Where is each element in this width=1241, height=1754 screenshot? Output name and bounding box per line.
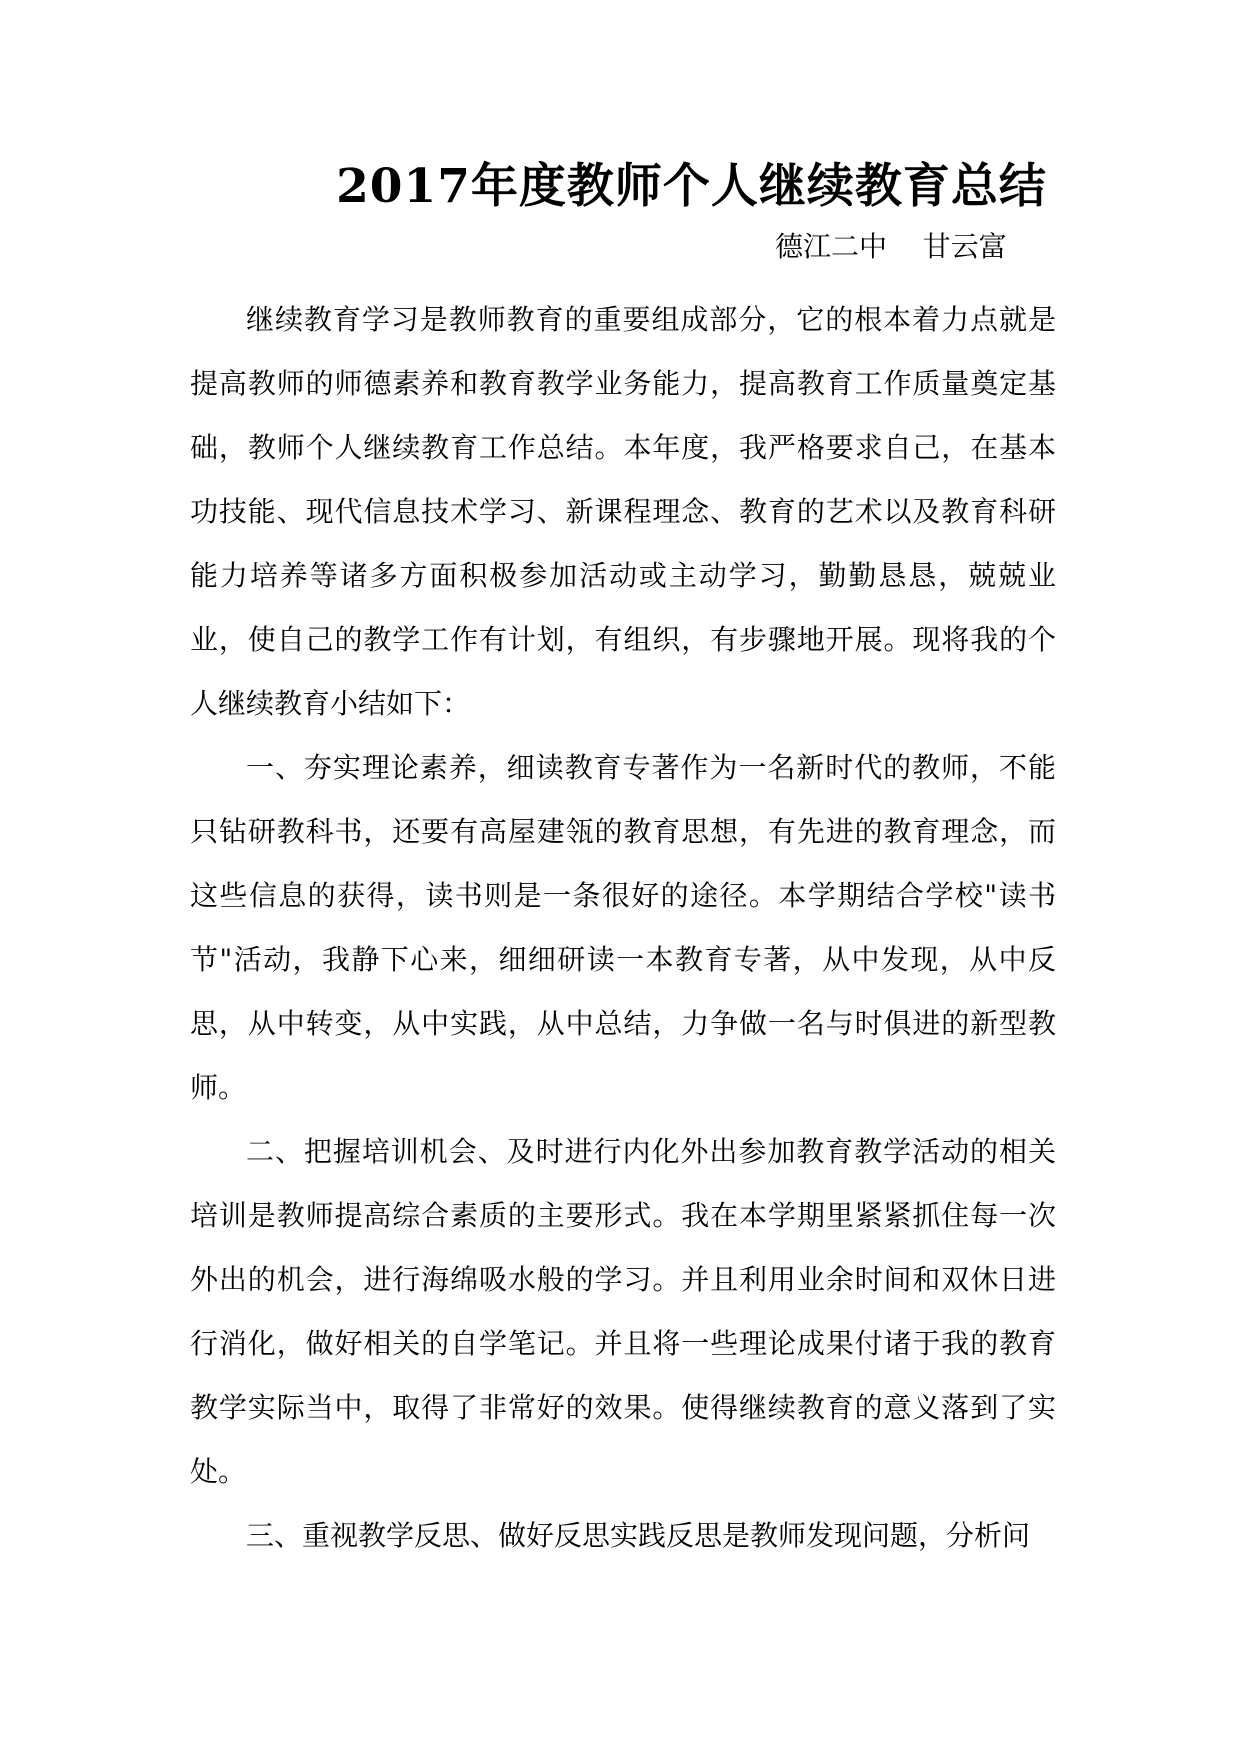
paragraph-section-1: 一、夯实理论素养，细读教育专著作为一名新时代的教师，不能只钻研教科书，还要有高屋建瓴的教育思想，有先进的教育理念，而这些信息的获得，读书则是一条很好的途径。本学期结合学校"读书节"活动，我静下心来，细细研读一本教育专著，从中发现，从中反思，从中转变，从中实践，从中总结，力争做一名与时俱进的新型教师。 [190, 751, 1056, 1104]
paragraph-section-3: 三、重视教学反思、做好反思实践反思是教师发现问题，分析问 [246, 1519, 1031, 1552]
author-byline: 德江二中 甘云富 [775, 230, 1007, 263]
document-title: 2017年度教师个人继续教育总结 [336, 159, 1047, 214]
paragraph-section-2: 二、把握培训机会、及时进行内化外出参加教育教学活动的相关培训是教师提高综合素质的主要形式。我在本学期里紧紧抓住每一次外出的机会，进行海绵吸水般的学习。并且利用业余时间和双休日进行消化，做好相关的自学笔记。并且将一些理论成果付诸于我的教育教学实际当中，取得了非常好的效果。使得继续教育的意义落到了实处。 [190, 1135, 1056, 1488]
document-body [190, 288, 1056, 1568]
paragraph-intro: 继续教育学习是教师教育的重要组成部分，它的根本着力点就是提高教师的师德素养和教育教学业务能力，提高教育工作质量奠定基础，教师个人继续教育工作总结。本年度，我严格要求自己，在基本功技能、现代信息技术学习、新课程理念、教育的艺术以及教育科研能力培养等诸多方面积极参加活动或主动学习，勤勤恳恳，兢兢业业，使自己的教学工作有计划，有组织，有步骤地开展。现将我的个人继续教育小结如下： [190, 303, 1056, 720]
